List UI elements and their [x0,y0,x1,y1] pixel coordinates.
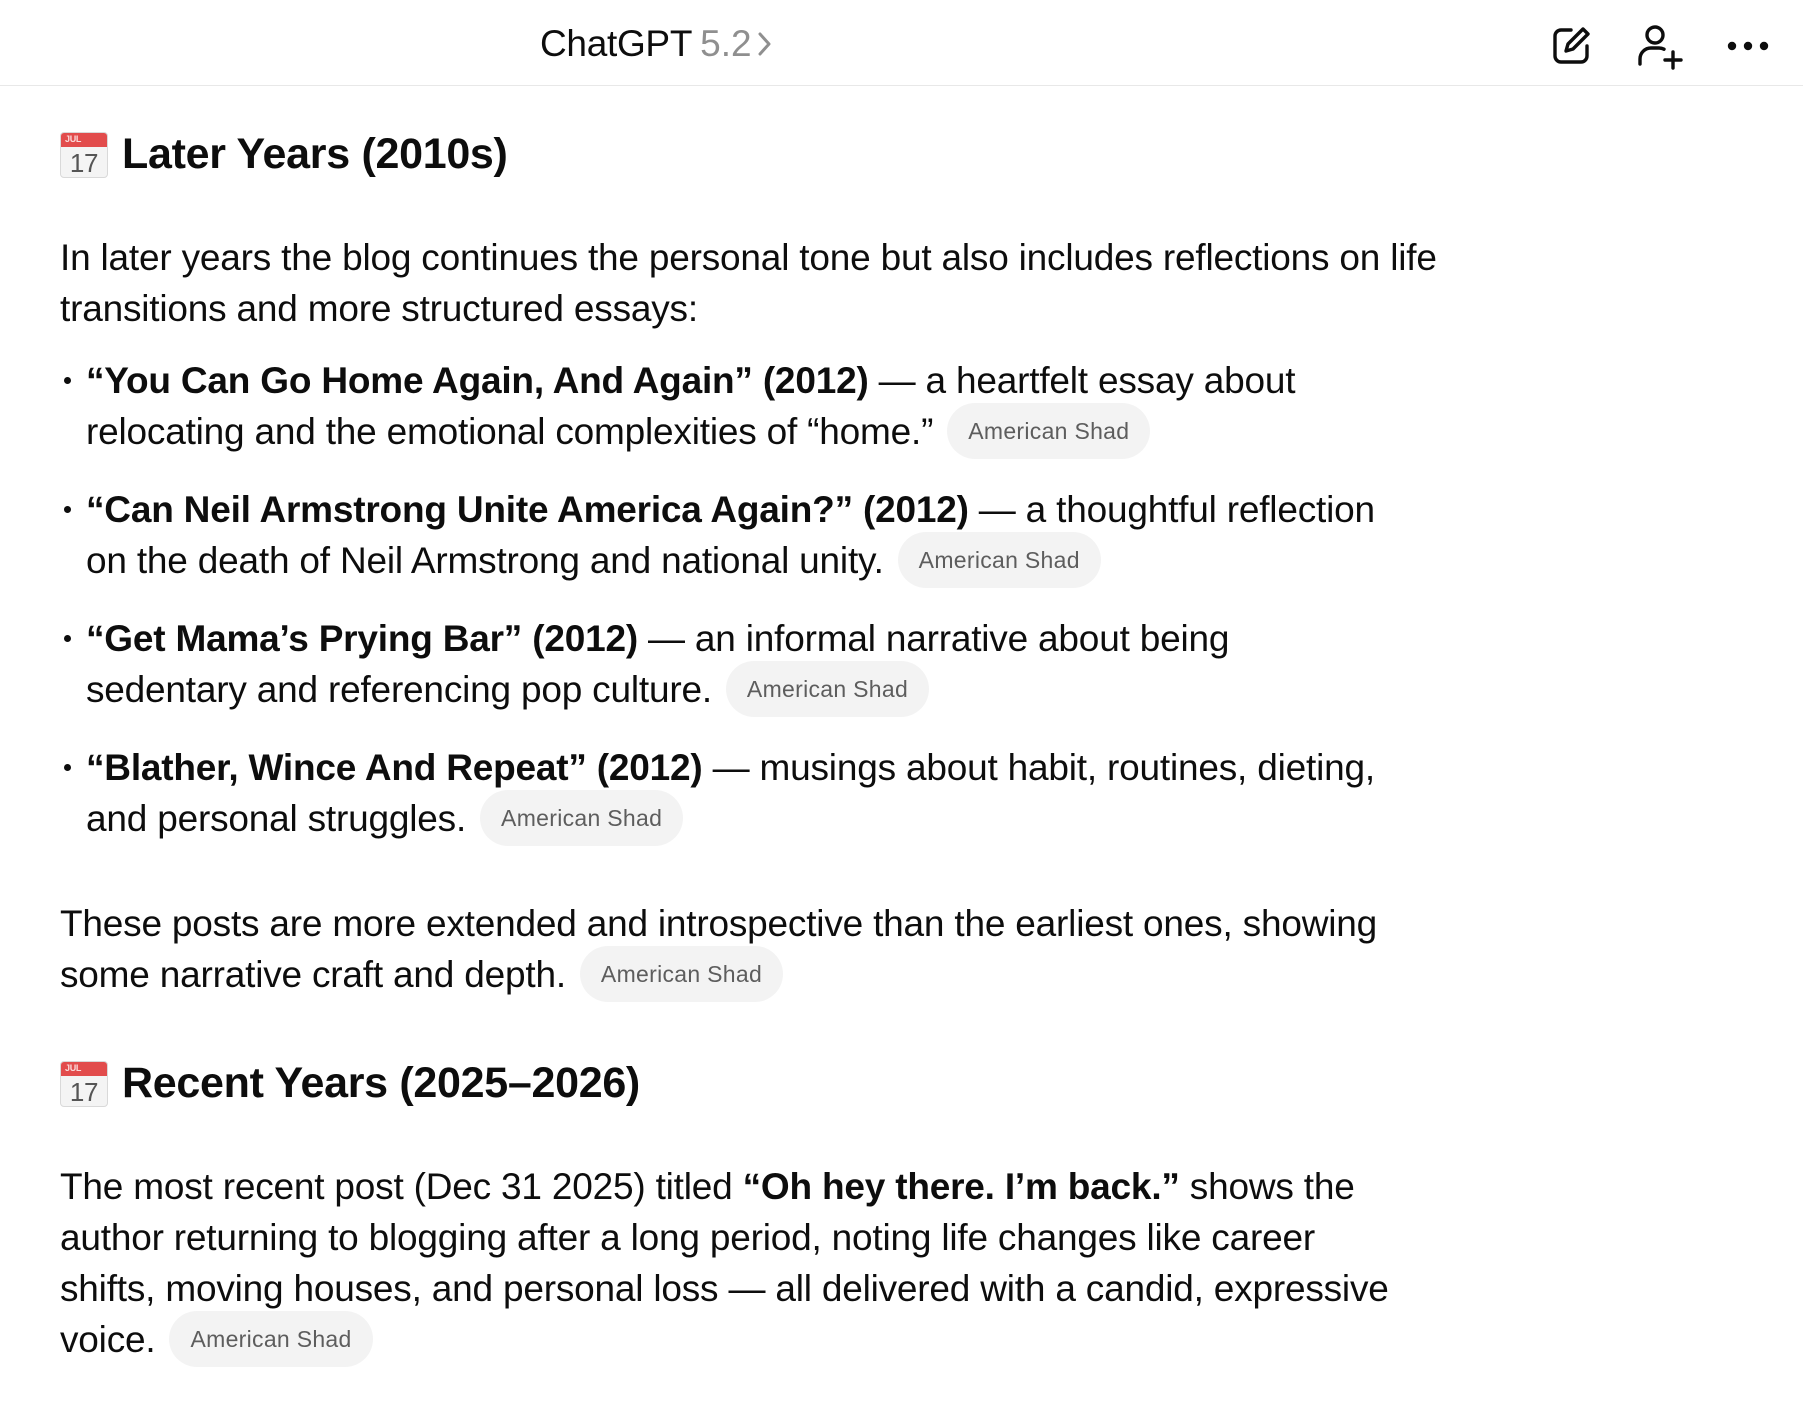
bullet-dot [64,764,71,771]
paragraph-line: shifts, moving houses, and personal loss — all delivered with a candid, expressive [60,1268,1389,1309]
paragraph-line: voice. [60,1319,156,1360]
calendar-icon: JUL 17 [60,1061,108,1107]
add-person-icon[interactable] [1632,18,1688,74]
model-version: 5.2 [700,23,752,64]
list-item [60,484,1460,591]
post-description: — a thoughtful reflection [968,489,1375,530]
list-item [60,742,1460,849]
bullet-dot [64,635,71,642]
paragraph-text: The most recent post (Dec 31 2025) titled [60,1166,743,1207]
source-citation-chip[interactable]: American Shad [480,790,683,846]
paragraph-line: author returning to blogging after a long period, noting life changes like career [60,1217,1315,1258]
bullet-dot [64,377,71,384]
list-item [60,355,1460,462]
source-citation-chip[interactable]: American Shad [169,1311,372,1367]
section-outro [60,898,1460,1005]
section-heading-text: Recent Years (2025–2026) [122,1059,640,1107]
paragraph-text: shows the [1179,1166,1355,1207]
source-citation-chip[interactable]: American Shad [947,403,1150,459]
post-title: “Get Mama’s Prying Bar” (2012) [86,618,638,659]
source-citation-chip[interactable]: American Shad [726,661,929,717]
section-heading-text: Later Years (2010s) [122,130,508,178]
post-description: relocating and the emotional complexities of “home.” [86,411,934,452]
outro-line: some narrative craft and depth. [60,954,566,995]
calendar-icon: JUL 17 [60,132,108,178]
section-paragraph [60,1161,1460,1370]
post-description: — a heartfelt essay about [868,360,1296,401]
list-item [60,613,1460,720]
bullet-dot [64,506,71,513]
post-description: — an informal narrative about being [637,618,1230,659]
section-intro: In later years the blog continues the personal tone but also includes reflections on life transitions and more structured essays: [60,237,1437,329]
section-heading [60,1059,640,1108]
source-citation-chip[interactable]: American Shad [898,532,1101,588]
post-description: — musings about habit, routines, dieting, [702,747,1375,788]
compose-icon[interactable] [1543,18,1599,74]
outro-line: These posts are more extended and introspective than the earliest ones, showing [60,903,1377,944]
more-icon[interactable] [1720,18,1776,74]
post-title: “Can Neil Armstrong Unite America Again?” (2012) [86,489,969,530]
top-bar [0,0,1803,86]
post-description: sedentary and referencing pop culture. [86,669,712,710]
section-heading [60,130,508,179]
model-selector-button[interactable] [540,20,774,68]
app-name: ChatGPT [540,23,693,64]
post-description: on the death of Neil Armstrong and national unity. [86,540,884,581]
source-citation-chip[interactable]: American Shad [580,946,783,1002]
chevron-right-icon [756,29,774,59]
post-title: “You Can Go Home Again, And Again” (2012) [86,360,869,401]
post-description: and personal struggles. [86,798,467,839]
post-title: “Oh hey there. I’m back.” [742,1166,1180,1207]
post-title: “Blather, Wince And Repeat” (2012) [86,747,703,788]
